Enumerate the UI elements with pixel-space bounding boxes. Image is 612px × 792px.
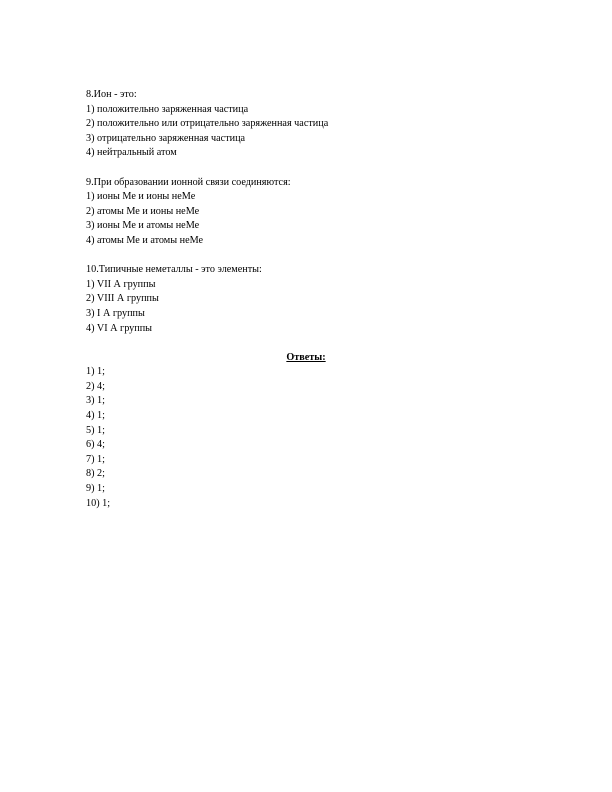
question-option: 3) I А группы bbox=[86, 307, 145, 319]
question-option: 2) VIII А группы bbox=[86, 293, 159, 305]
question-option: 4) атомы Ме и атомы неМе bbox=[86, 234, 204, 246]
question-option: 1) VII А группы bbox=[86, 278, 156, 290]
question-title: 10.Типичные неметаллы - это элементы: bbox=[86, 264, 262, 276]
answer-item: 7) 1; bbox=[86, 453, 105, 465]
question-option: 2) положительно или отрицательно заряженная частица bbox=[86, 118, 329, 130]
question-option: 4) VI А группы bbox=[86, 322, 153, 334]
answer-item: 5) 1; bbox=[86, 424, 105, 436]
answer-item: 9) 1; bbox=[86, 483, 105, 495]
document-content bbox=[86, 88, 526, 526]
question-title: 9.При образовании ионной связи соединяются: bbox=[86, 176, 291, 188]
answer-item: 4) 1; bbox=[86, 410, 105, 422]
question-option: 2) атомы Ме и ионы неМе bbox=[86, 205, 200, 217]
question-option: 1) ионы Ме и ионы неМе bbox=[86, 191, 196, 203]
question-title: 8.Ион - это: bbox=[86, 89, 137, 100]
answer-item: 10) 1; bbox=[86, 497, 111, 509]
question-option: 3) отрицательно заряженная частица bbox=[86, 132, 246, 144]
question-9 bbox=[86, 176, 526, 249]
question-option: 1) положительно заряженная частица bbox=[86, 103, 249, 115]
question-option: 3) ионы Ме и атомы неМе bbox=[86, 220, 200, 232]
question-8 bbox=[86, 88, 526, 161]
answer-item: 2) 4; bbox=[86, 380, 105, 392]
answer-item: 1) 1; bbox=[86, 366, 105, 378]
answer-item: 6) 4; bbox=[86, 439, 105, 451]
answers-title: Ответы: bbox=[286, 351, 326, 363]
question-option: 4) нейтральный атом bbox=[86, 147, 177, 159]
answer-item: 8) 2; bbox=[86, 468, 105, 480]
answers-section bbox=[86, 351, 526, 512]
answer-item: 3) 1; bbox=[86, 395, 105, 407]
question-10 bbox=[86, 263, 526, 336]
